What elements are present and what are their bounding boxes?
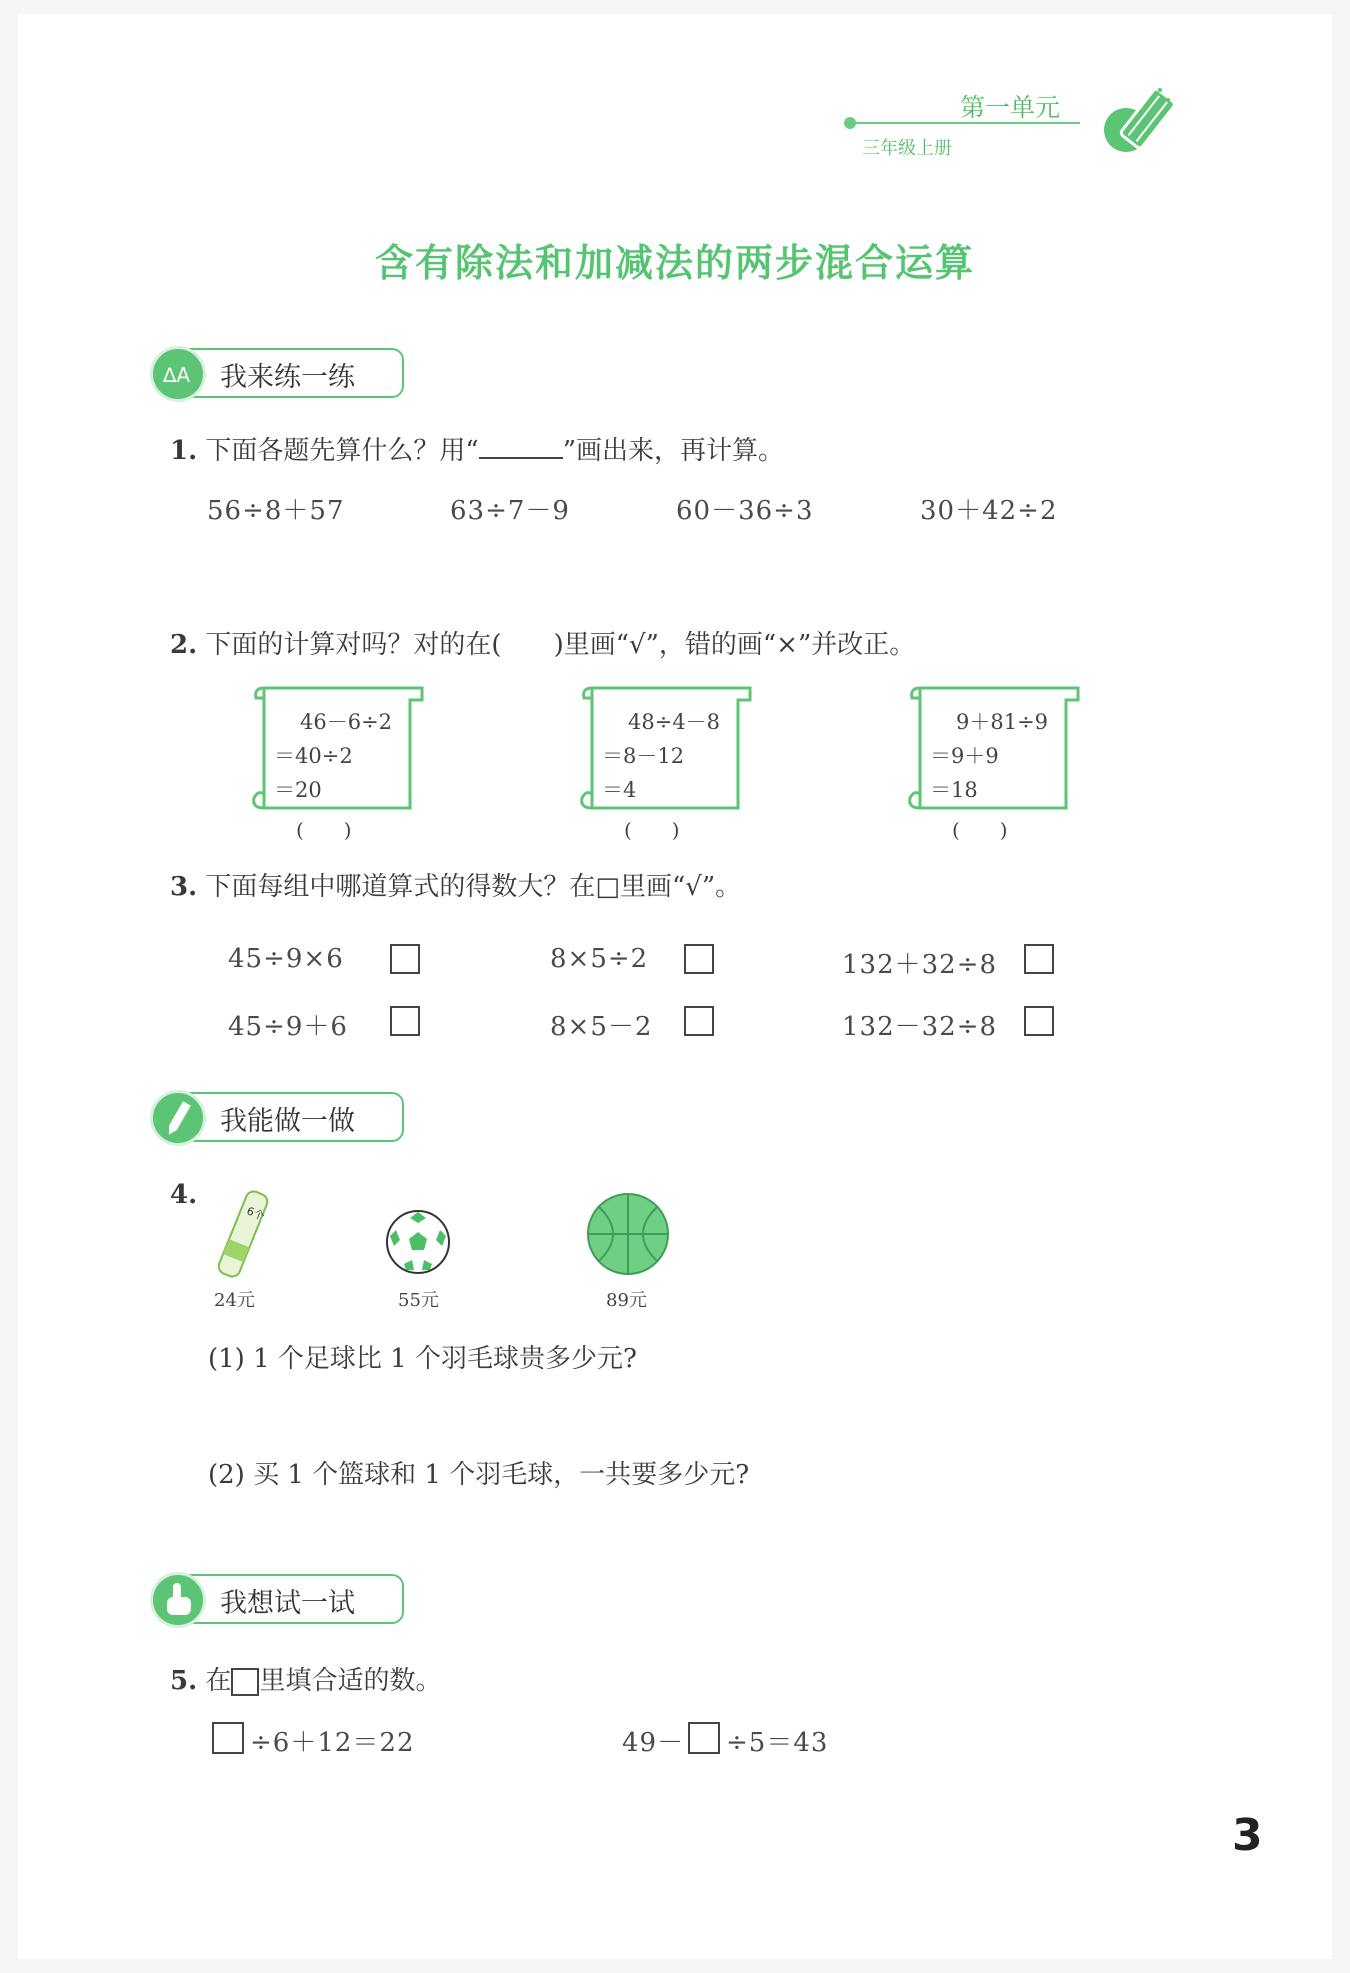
q1-prompt (170, 430, 784, 467)
q3-text: 下面每组中哪道算式的得数大？在□里画“√”。 (205, 872, 742, 902)
price-basketball: 89元 (606, 1290, 647, 1311)
q2-card-1-line-2: ＝40÷2 (274, 744, 353, 768)
q5-text-a: 在 (205, 1666, 232, 1696)
section-try-header (150, 1572, 408, 1628)
q3-group-1-box-a[interactable] (390, 944, 420, 974)
q3-group-3-box-a[interactable] (1024, 944, 1054, 974)
q5-eq1-blank-box[interactable] (212, 1722, 244, 1754)
q3-group-2-expr-a: 8×5÷2 (550, 944, 649, 974)
q4-number: 4. (170, 1180, 198, 1210)
q3-group-1-box-b[interactable] (390, 1006, 420, 1036)
q3-group-3-expr-b: 132－32÷8 (842, 1012, 998, 1042)
q2-card-3-line-1: 9＋81÷9 (956, 710, 1049, 734)
header-dot (844, 117, 856, 129)
q2-answer-paren-3[interactable]: ( ) (952, 818, 1008, 842)
section-apply-label: 我能做一做 (220, 1106, 355, 1137)
soccer-ball-icon (384, 1208, 452, 1276)
q3-group-3-expr-a: 132＋32÷8 (842, 950, 998, 980)
q2-card-2-line-2: ＝8－12 (602, 744, 685, 768)
q5-eq2-part-b: ÷5＝43 (726, 1728, 829, 1758)
page-title: 含有除法和加减法的两步混合运算 (374, 240, 975, 285)
section-practice-header (150, 346, 408, 402)
section-practice-label: 我来练一练 (220, 362, 355, 393)
q1-item-4: 30＋42÷2 (920, 496, 1058, 526)
q4-prompt (170, 1180, 197, 1210)
grade-label: 三年级上册 (862, 138, 952, 159)
q3-number: 3. (170, 872, 198, 902)
q2-card-3-line-2: ＝9＋9 (930, 744, 999, 768)
q2-card-2-line-1: 48÷4－8 (628, 710, 721, 734)
q2-card-2 (578, 684, 748, 814)
tube-label: 6个 (244, 1204, 267, 1224)
q1-item-2: 63÷7－9 (450, 496, 570, 526)
q2-card-1-line-1: 46－6÷2 (300, 710, 393, 734)
q5-text-b: 里填合适的数。 (259, 1666, 442, 1696)
q1-number: 1. (170, 436, 198, 466)
q2-prompt (170, 624, 915, 661)
q3-group-1-expr-b: 45÷9＋6 (228, 1012, 348, 1042)
q2-answer-paren-1[interactable]: ( ) (296, 818, 352, 842)
page-number: 3 (1232, 1810, 1263, 1861)
q4-sub-1: (1) 1 个足球比 1 个羽毛球贵多少元? (208, 1344, 637, 1374)
q3-group-3-box-b[interactable] (1024, 1006, 1054, 1036)
q4-sub-2: (2) 买 1 个篮球和 1 个羽毛球，一共要多少元? (208, 1460, 750, 1490)
price-shuttlecock: 24元 (214, 1290, 255, 1311)
q3-group-2-box-a[interactable] (684, 944, 714, 974)
q3-prompt (170, 866, 741, 903)
q2-card-1-line-3: ＝20 (274, 778, 322, 802)
q5-number: 5. (170, 1666, 198, 1696)
basketball-icon (584, 1190, 672, 1278)
q2-card-2-line-3: ＝4 (602, 778, 637, 802)
q2-card-3-line-3: ＝18 (930, 778, 978, 802)
unit-title: 第一单元 (960, 93, 1061, 122)
svg-text:∆A: ∆A (163, 363, 191, 387)
shuttlecock-tube-icon (208, 1184, 278, 1284)
q1-text-a: 下面各题先算什么？用“ (205, 436, 479, 466)
q1-item-3: 60－36÷3 (676, 496, 814, 526)
q2-card-1 (250, 684, 420, 814)
pencil-icon (150, 1090, 206, 1146)
q3-group-1-expr-a: 45÷9×6 (228, 944, 344, 974)
section-apply-header (150, 1090, 408, 1146)
section-try-label: 我想试一试 (220, 1588, 355, 1619)
q2-number: 2. (170, 630, 198, 660)
q5-eq2-part-a: 49－ (622, 1728, 685, 1758)
q5-eq1: ÷6＋12＝22 (250, 1728, 415, 1758)
q5-eq2-blank-box[interactable] (688, 1722, 720, 1754)
q5-prompt-box (231, 1668, 259, 1696)
q2-answer-paren-2[interactable]: ( ) (624, 818, 680, 842)
q1-item-1: 56÷8＋57 (207, 496, 345, 526)
price-soccer-ball: 55元 (398, 1290, 439, 1311)
pointing-hand-icon (150, 1572, 206, 1628)
q3-group-2-box-b[interactable] (684, 1006, 714, 1036)
q2-text: 下面的计算对吗？对的在( )里画“√”，错的画“×”并改正。 (205, 630, 916, 660)
q2-card-3 (906, 684, 1076, 814)
compass-ruler-icon (150, 346, 206, 402)
q1-text-b: ”画出来，再计算。 (562, 436, 785, 466)
q3-group-2-expr-b: 8×5－2 (550, 1012, 653, 1042)
q5-prompt (170, 1660, 441, 1697)
pencil-logo-icon (1100, 80, 1180, 160)
